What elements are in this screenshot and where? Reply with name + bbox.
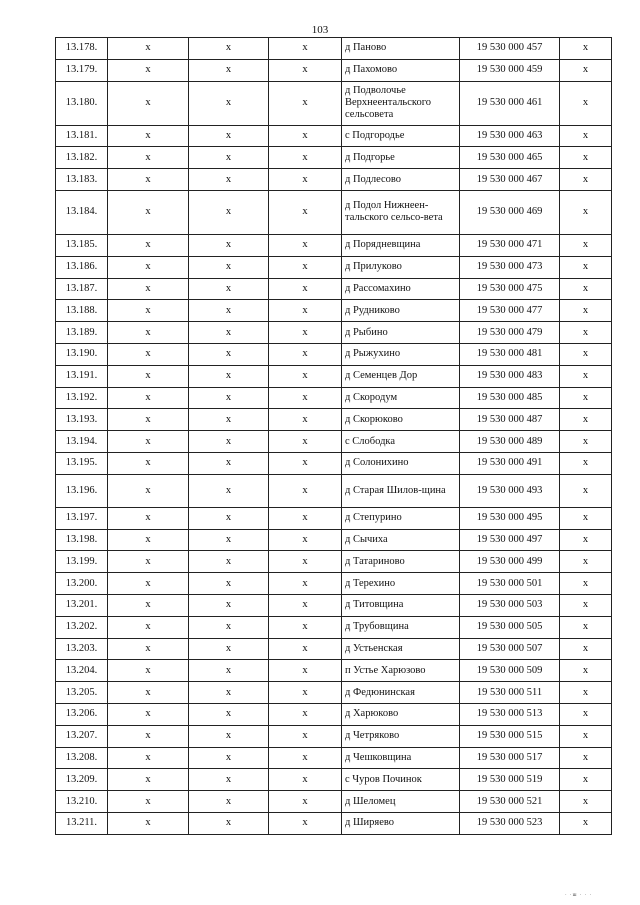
column-2-cell: x — [189, 300, 269, 322]
column-1-cell: x — [108, 573, 189, 595]
column-1-cell: x — [108, 234, 189, 256]
settlement-name-cell: д Рыжухино — [342, 343, 460, 365]
column-3-cell: x — [269, 474, 342, 507]
okato-code-cell: 19 530 000 521 — [460, 791, 560, 813]
settlement-name-cell: п Устье Харюзово — [342, 660, 460, 682]
column-2-cell: x — [189, 169, 269, 191]
okato-code-cell: 19 530 000 505 — [460, 616, 560, 638]
column-7-cell: x — [560, 256, 612, 278]
okato-code-cell: 19 530 000 519 — [460, 769, 560, 791]
column-7-cell: x — [560, 660, 612, 682]
column-1-cell: x — [108, 147, 189, 169]
column-2-cell: x — [189, 387, 269, 409]
row-number-cell: 13.184. — [56, 190, 108, 234]
column-3-cell: x — [269, 769, 342, 791]
column-1-cell: x — [108, 507, 189, 529]
okato-code-cell: 19 530 000 499 — [460, 551, 560, 573]
row-number-cell: 13.206. — [56, 703, 108, 725]
column-3-cell: x — [269, 147, 342, 169]
column-1-cell: x — [108, 616, 189, 638]
okato-code-cell: 19 530 000 477 — [460, 300, 560, 322]
column-3-cell: x — [269, 300, 342, 322]
column-7-cell: x — [560, 365, 612, 387]
column-7-cell: x — [560, 551, 612, 573]
column-7-cell: x — [560, 431, 612, 453]
table-body — [56, 38, 612, 835]
settlements-table — [55, 37, 612, 835]
column-2-cell: x — [189, 638, 269, 660]
column-7-cell: x — [560, 452, 612, 474]
settlement-name-cell: д Татариново — [342, 551, 460, 573]
column-2-cell: x — [189, 594, 269, 616]
settlement-name-cell: д Шеломец — [342, 791, 460, 813]
column-2-cell: x — [189, 703, 269, 725]
column-7-cell: x — [560, 278, 612, 300]
column-1-cell: x — [108, 812, 189, 834]
settlement-name-cell: д Старая Шилов-щина — [342, 474, 460, 507]
column-1-cell: x — [108, 791, 189, 813]
table-row — [56, 474, 612, 507]
column-2-cell: x — [189, 452, 269, 474]
settlement-name-cell: д Подлесово — [342, 169, 460, 191]
column-3-cell: x — [269, 431, 342, 453]
okato-code-cell: 19 530 000 495 — [460, 507, 560, 529]
okato-code-cell: 19 530 000 461 — [460, 81, 560, 125]
column-3-cell: x — [269, 594, 342, 616]
column-1-cell: x — [108, 409, 189, 431]
column-1-cell: x — [108, 703, 189, 725]
settlement-name-cell: д Четряково — [342, 725, 460, 747]
okato-code-cell: 19 530 000 523 — [460, 812, 560, 834]
okato-code-cell: 19 530 000 469 — [460, 190, 560, 234]
column-3-cell: x — [269, 725, 342, 747]
table-row — [56, 256, 612, 278]
settlement-name-cell: д Харюково — [342, 703, 460, 725]
column-7-cell: x — [560, 169, 612, 191]
column-2-cell: x — [189, 769, 269, 791]
column-3-cell: x — [269, 573, 342, 595]
row-number-cell: 13.198. — [56, 529, 108, 551]
row-number-cell: 13.186. — [56, 256, 108, 278]
column-1-cell: x — [108, 322, 189, 344]
table-row — [56, 812, 612, 834]
page-number: 103 — [311, 24, 329, 36]
table-row — [56, 529, 612, 551]
settlement-name-cell: д Сычиха — [342, 529, 460, 551]
column-3-cell: x — [269, 529, 342, 551]
column-7-cell: x — [560, 147, 612, 169]
table-row — [56, 322, 612, 344]
column-1-cell: x — [108, 725, 189, 747]
okato-code-cell: 19 530 000 467 — [460, 169, 560, 191]
column-7-cell: x — [560, 638, 612, 660]
column-3-cell: x — [269, 234, 342, 256]
settlement-name-cell: д Прилуково — [342, 256, 460, 278]
column-7-cell: x — [560, 474, 612, 507]
table-row — [56, 507, 612, 529]
column-3-cell: x — [269, 322, 342, 344]
okato-code-cell: 19 530 000 481 — [460, 343, 560, 365]
okato-code-cell: 19 530 000 485 — [460, 387, 560, 409]
column-2-cell: x — [189, 278, 269, 300]
column-2-cell: x — [189, 747, 269, 769]
okato-code-cell: 19 530 000 475 — [460, 278, 560, 300]
column-3-cell: x — [269, 365, 342, 387]
settlement-name-cell: д Устьенская — [342, 638, 460, 660]
row-number-cell: 13.179. — [56, 59, 108, 81]
table-row — [56, 431, 612, 453]
okato-code-cell: 19 530 000 493 — [460, 474, 560, 507]
okato-code-cell: 19 530 000 511 — [460, 682, 560, 704]
column-1-cell: x — [108, 300, 189, 322]
column-3-cell: x — [269, 343, 342, 365]
table-row — [56, 365, 612, 387]
column-2-cell: x — [189, 682, 269, 704]
table-row — [56, 278, 612, 300]
column-7-cell: x — [560, 300, 612, 322]
column-1-cell: x — [108, 125, 189, 147]
settlement-name-cell: д Подволочье Верхнеентальского сельсовета — [342, 81, 460, 125]
column-1-cell: x — [108, 747, 189, 769]
table-row — [56, 343, 612, 365]
column-7-cell: x — [560, 38, 612, 60]
table-row — [56, 616, 612, 638]
column-7-cell: x — [560, 573, 612, 595]
row-number-cell: 13.181. — [56, 125, 108, 147]
column-7-cell: x — [560, 387, 612, 409]
row-number-cell: 13.211. — [56, 812, 108, 834]
settlement-name-cell: с Подгородье — [342, 125, 460, 147]
column-3-cell: x — [269, 791, 342, 813]
settlement-name-cell: д Пахомово — [342, 59, 460, 81]
column-1-cell: x — [108, 256, 189, 278]
column-1-cell: x — [108, 190, 189, 234]
column-3-cell: x — [269, 660, 342, 682]
row-number-cell: 13.197. — [56, 507, 108, 529]
table-row — [56, 573, 612, 595]
okato-code-cell: 19 530 000 501 — [460, 573, 560, 595]
row-number-cell: 13.178. — [56, 38, 108, 60]
column-3-cell: x — [269, 409, 342, 431]
column-1-cell: x — [108, 343, 189, 365]
column-3-cell: x — [269, 387, 342, 409]
column-7-cell: x — [560, 682, 612, 704]
row-number-cell: 13.204. — [56, 660, 108, 682]
column-7-cell: x — [560, 343, 612, 365]
column-2-cell: x — [189, 125, 269, 147]
row-number-cell: 13.189. — [56, 322, 108, 344]
table-row — [56, 190, 612, 234]
column-1-cell: x — [108, 81, 189, 125]
column-7-cell: x — [560, 81, 612, 125]
row-number-cell: 13.192. — [56, 387, 108, 409]
column-2-cell: x — [189, 256, 269, 278]
table-row — [56, 300, 612, 322]
column-1-cell: x — [108, 594, 189, 616]
column-3-cell: x — [269, 551, 342, 573]
column-7-cell: x — [560, 812, 612, 834]
settlement-name-cell: д Рыбино — [342, 322, 460, 344]
okato-code-cell: 19 530 000 497 — [460, 529, 560, 551]
table-row — [56, 791, 612, 813]
column-2-cell: x — [189, 474, 269, 507]
column-7-cell: x — [560, 725, 612, 747]
table-row — [56, 551, 612, 573]
column-3-cell: x — [269, 190, 342, 234]
column-1-cell: x — [108, 551, 189, 573]
column-7-cell: x — [560, 507, 612, 529]
column-2-cell: x — [189, 81, 269, 125]
okato-code-cell: 19 530 000 507 — [460, 638, 560, 660]
column-2-cell: x — [189, 409, 269, 431]
okato-code-cell: 19 530 000 489 — [460, 431, 560, 453]
column-3-cell: x — [269, 747, 342, 769]
column-1-cell: x — [108, 387, 189, 409]
column-1-cell: x — [108, 431, 189, 453]
okato-code-cell: 19 530 000 465 — [460, 147, 560, 169]
column-3-cell: x — [269, 616, 342, 638]
table-row — [56, 38, 612, 60]
column-3-cell: x — [269, 125, 342, 147]
okato-code-cell: 19 530 000 491 — [460, 452, 560, 474]
table-row — [56, 660, 612, 682]
settlement-name-cell: д Подгорье — [342, 147, 460, 169]
column-3-cell: x — [269, 81, 342, 125]
table-row — [56, 452, 612, 474]
settlement-name-cell: д Титовщина — [342, 594, 460, 616]
row-number-cell: 13.187. — [56, 278, 108, 300]
column-1-cell: x — [108, 529, 189, 551]
column-3-cell: x — [269, 682, 342, 704]
settlement-name-cell: д Порядневщина — [342, 234, 460, 256]
column-7-cell: x — [560, 769, 612, 791]
column-7-cell: x — [560, 529, 612, 551]
row-number-cell: 13.210. — [56, 791, 108, 813]
row-number-cell: 13.194. — [56, 431, 108, 453]
table-row — [56, 81, 612, 125]
column-7-cell: x — [560, 234, 612, 256]
column-7-cell: x — [560, 125, 612, 147]
row-number-cell: 13.180. — [56, 81, 108, 125]
row-number-cell: 13.195. — [56, 452, 108, 474]
scan-footer-marks: · ·ш · · · — [565, 893, 593, 898]
settlement-name-cell: д Скородум — [342, 387, 460, 409]
row-number-cell: 13.196. — [56, 474, 108, 507]
okato-code-cell: 19 530 000 457 — [460, 38, 560, 60]
column-1-cell: x — [108, 365, 189, 387]
table-row — [56, 703, 612, 725]
table-row — [56, 769, 612, 791]
column-2-cell: x — [189, 660, 269, 682]
row-number-cell: 13.209. — [56, 769, 108, 791]
okato-code-cell: 19 530 000 479 — [460, 322, 560, 344]
column-7-cell: x — [560, 190, 612, 234]
settlement-name-cell: д Рассомахино — [342, 278, 460, 300]
row-number-cell: 13.185. — [56, 234, 108, 256]
okato-code-cell: 19 530 000 463 — [460, 125, 560, 147]
okato-code-cell: 19 530 000 513 — [460, 703, 560, 725]
okato-code-cell: 19 530 000 517 — [460, 747, 560, 769]
settlement-name-cell: д Семенцев Дор — [342, 365, 460, 387]
table-row — [56, 747, 612, 769]
column-2-cell: x — [189, 234, 269, 256]
settlement-name-cell: д Подол Нижнеен-тальского сельсо-вета — [342, 190, 460, 234]
column-2-cell: x — [189, 322, 269, 344]
table-row — [56, 638, 612, 660]
column-3-cell: x — [269, 38, 342, 60]
okato-code-cell: 19 530 000 509 — [460, 660, 560, 682]
settlement-name-cell: д Паново — [342, 38, 460, 60]
column-1-cell: x — [108, 278, 189, 300]
row-number-cell: 13.208. — [56, 747, 108, 769]
column-3-cell: x — [269, 59, 342, 81]
table-row — [56, 409, 612, 431]
row-number-cell: 13.200. — [56, 573, 108, 595]
okato-code-cell: 19 530 000 471 — [460, 234, 560, 256]
column-2-cell: x — [189, 507, 269, 529]
column-7-cell: x — [560, 594, 612, 616]
column-3-cell: x — [269, 507, 342, 529]
row-number-cell: 13.203. — [56, 638, 108, 660]
column-3-cell: x — [269, 452, 342, 474]
column-2-cell: x — [189, 147, 269, 169]
okato-code-cell: 19 530 000 459 — [460, 59, 560, 81]
column-2-cell: x — [189, 616, 269, 638]
column-2-cell: x — [189, 190, 269, 234]
column-2-cell: x — [189, 573, 269, 595]
row-number-cell: 13.201. — [56, 594, 108, 616]
column-3-cell: x — [269, 638, 342, 660]
table-row — [56, 147, 612, 169]
settlement-name-cell: с Чуров Починок — [342, 769, 460, 791]
table-row — [56, 594, 612, 616]
table-row — [56, 387, 612, 409]
column-1-cell: x — [108, 169, 189, 191]
settlement-name-cell: д Солонихино — [342, 452, 460, 474]
column-2-cell: x — [189, 365, 269, 387]
column-7-cell: x — [560, 409, 612, 431]
column-3-cell: x — [269, 278, 342, 300]
settlement-name-cell: д Степурино — [342, 507, 460, 529]
column-2-cell: x — [189, 529, 269, 551]
settlement-name-cell: д Федюнинская — [342, 682, 460, 704]
column-7-cell: x — [560, 747, 612, 769]
table-row — [56, 682, 612, 704]
column-7-cell: x — [560, 791, 612, 813]
table-row — [56, 59, 612, 81]
settlement-name-cell: д Трубовщина — [342, 616, 460, 638]
row-number-cell: 13.183. — [56, 169, 108, 191]
row-number-cell: 13.191. — [56, 365, 108, 387]
column-1-cell: x — [108, 769, 189, 791]
settlement-name-cell: д Терехино — [342, 573, 460, 595]
row-number-cell: 13.199. — [56, 551, 108, 573]
row-number-cell: 13.193. — [56, 409, 108, 431]
column-1-cell: x — [108, 682, 189, 704]
column-2-cell: x — [189, 59, 269, 81]
column-7-cell: x — [560, 59, 612, 81]
table-row — [56, 125, 612, 147]
column-7-cell: x — [560, 322, 612, 344]
row-number-cell: 13.202. — [56, 616, 108, 638]
row-number-cell: 13.205. — [56, 682, 108, 704]
okato-code-cell: 19 530 000 487 — [460, 409, 560, 431]
okato-code-cell: 19 530 000 483 — [460, 365, 560, 387]
column-7-cell: x — [560, 703, 612, 725]
table-row — [56, 234, 612, 256]
okato-code-cell: 19 530 000 503 — [460, 594, 560, 616]
column-1-cell: x — [108, 474, 189, 507]
settlement-name-cell: с Слободка — [342, 431, 460, 453]
column-3-cell: x — [269, 256, 342, 278]
row-number-cell: 13.190. — [56, 343, 108, 365]
column-3-cell: x — [269, 703, 342, 725]
column-2-cell: x — [189, 343, 269, 365]
column-1-cell: x — [108, 452, 189, 474]
column-7-cell: x — [560, 616, 612, 638]
table-row — [56, 725, 612, 747]
column-1-cell: x — [108, 660, 189, 682]
column-2-cell: x — [189, 725, 269, 747]
column-2-cell: x — [189, 431, 269, 453]
row-number-cell: 13.182. — [56, 147, 108, 169]
settlement-name-cell: д Чешковщина — [342, 747, 460, 769]
okato-code-cell: 19 530 000 515 — [460, 725, 560, 747]
column-2-cell: x — [189, 38, 269, 60]
column-2-cell: x — [189, 791, 269, 813]
settlement-name-cell: д Ширяево — [342, 812, 460, 834]
row-number-cell: 13.207. — [56, 725, 108, 747]
column-2-cell: x — [189, 812, 269, 834]
column-3-cell: x — [269, 812, 342, 834]
okato-code-cell: 19 530 000 473 — [460, 256, 560, 278]
settlement-name-cell: д Скорюково — [342, 409, 460, 431]
column-1-cell: x — [108, 59, 189, 81]
settlement-name-cell: д Рудниково — [342, 300, 460, 322]
column-3-cell: x — [269, 169, 342, 191]
column-1-cell: x — [108, 38, 189, 60]
row-number-cell: 13.188. — [56, 300, 108, 322]
column-2-cell: x — [189, 551, 269, 573]
column-1-cell: x — [108, 638, 189, 660]
table-row — [56, 169, 612, 191]
